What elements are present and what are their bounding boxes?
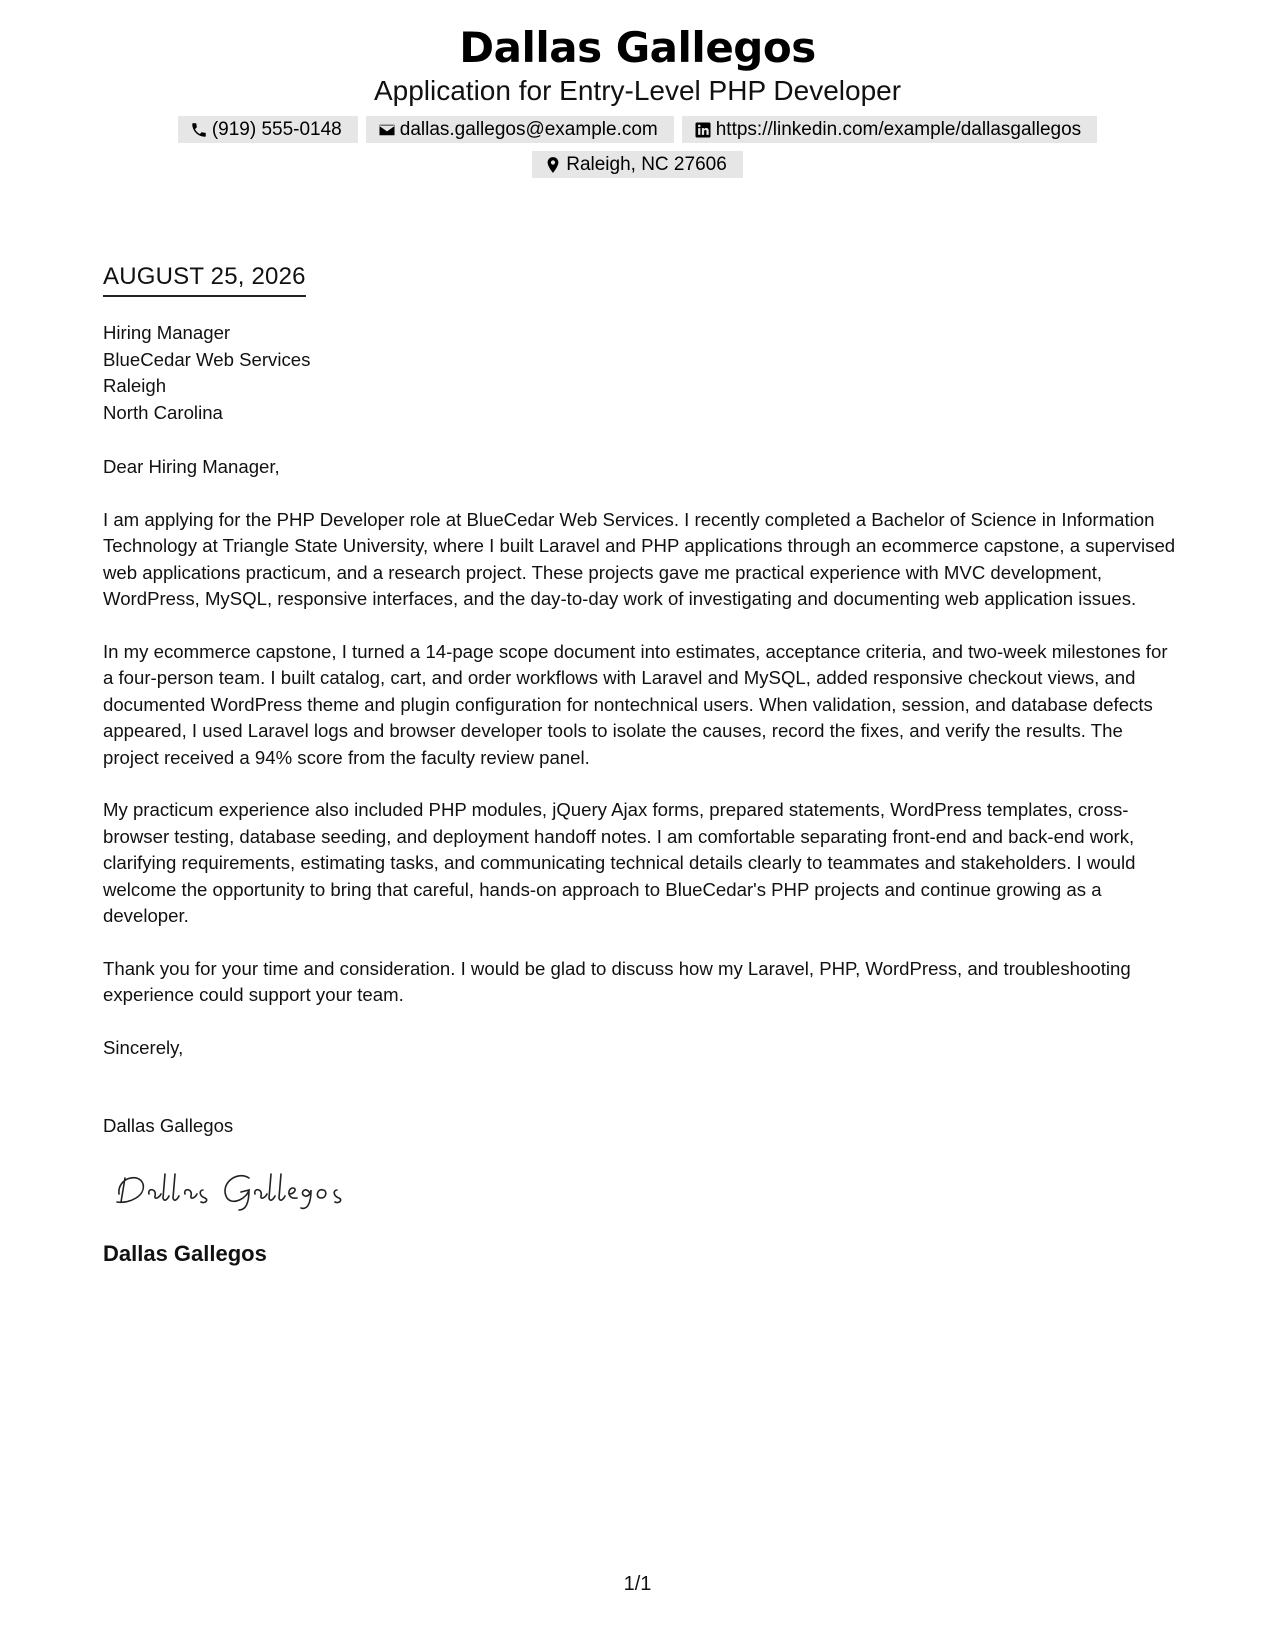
body-paragraph: My practicum experience also included PHP modules, jQuery Ajax forms, prepared statements, WordPress templates, cross-browser testing, database seeding, and deployment handoff notes. I am comfortable separating front-end and back-end work, clarifying requirements, estimating tasks, and communicating technical details clearly to teammates and stakeholders. I would welcome the opportunity to bring that careful, hands-on approach to BlueCedar's PHP projects and continue growing as a developer. (103, 799, 1136, 926)
recipient-line: North Carolina (103, 401, 223, 423)
linkedin-url: https://linkedin.com/example/dallasgallegos (715, 119, 1082, 140)
email-contact[interactable] (366, 116, 674, 143)
salutation: Dear Hiring Manager, (103, 456, 280, 477)
applicant-name: Dallas Gallegos (459, 23, 816, 72)
recipient-line: BlueCedar Web Services (103, 348, 311, 370)
contact-row-primary (0, 116, 1275, 143)
page-number: 1/1 (623, 1573, 652, 1595)
letter-body (103, 320, 1183, 1268)
recipient-line: Hiring Manager (103, 322, 231, 343)
email-address: dallas.gallegos@example.com (399, 119, 658, 140)
handwritten-signature (109, 1164, 349, 1212)
body-paragraph: I am applying for the PHP Developer role at BlueCedar Web Services. I recently completed a Bachelor of Science in Information Technology at Triangle State University, where I built Laravel and PHP applications through an ecommerce capstone, a supervised web applications practicum, and a research project. These projects gave me practical experience with MVC development, WordPress, MySQL, responsive interfaces, and the day-to-day work of investigating and documenting web application issues. (103, 508, 1176, 609)
signature-text: Dallas Gallegos (109, 1163, 117, 1165)
letter-header (0, 22, 1275, 178)
envelope-icon (378, 121, 396, 139)
closing-name: Dallas Gallegos (103, 1240, 267, 1266)
recipient-address (103, 320, 1183, 426)
contact-row-secondary (0, 151, 1275, 178)
map-marker-icon (544, 156, 562, 174)
recipient-line: Raleigh (103, 375, 167, 396)
phone-icon (190, 121, 208, 139)
phone-number: (919) 555-0148 (211, 119, 342, 140)
linkedin-icon (694, 121, 712, 139)
location-text: Raleigh, NC 27606 (566, 154, 727, 175)
phone-contact[interactable] (178, 116, 358, 143)
location-contact (532, 151, 743, 178)
letter-date: AUGUST 25, 2026 (103, 262, 306, 297)
closing: Sincerely, (103, 1036, 184, 1058)
body-paragraph: In my ecommerce capstone, I turned a 14-page scope document into estimates, acceptance criteria, and two-week milestones for a four-person team. I built catalog, cart, and order workflows with Laravel and MySQL, added responsive checkout views, and documented WordPress theme and plugin configuration for nontechnical users. When validation, session, and database defects appeared, I used Laravel logs and browser developer tools to isolate the causes, record the fixes, and verify the results. The project received a 94% score from the faculty review panel. (103, 640, 1168, 768)
body-paragraph: Thank you for your time and consideration. I would be glad to discuss how my Laravel, PHP, WordPress, and troubleshooting experience could support your team. (103, 957, 1131, 1005)
application-title: Application for Entry-Level PHP Developer (373, 75, 902, 106)
signature-typed-name: Dallas Gallegos (103, 1115, 234, 1136)
linkedin-contact[interactable] (682, 116, 1097, 143)
